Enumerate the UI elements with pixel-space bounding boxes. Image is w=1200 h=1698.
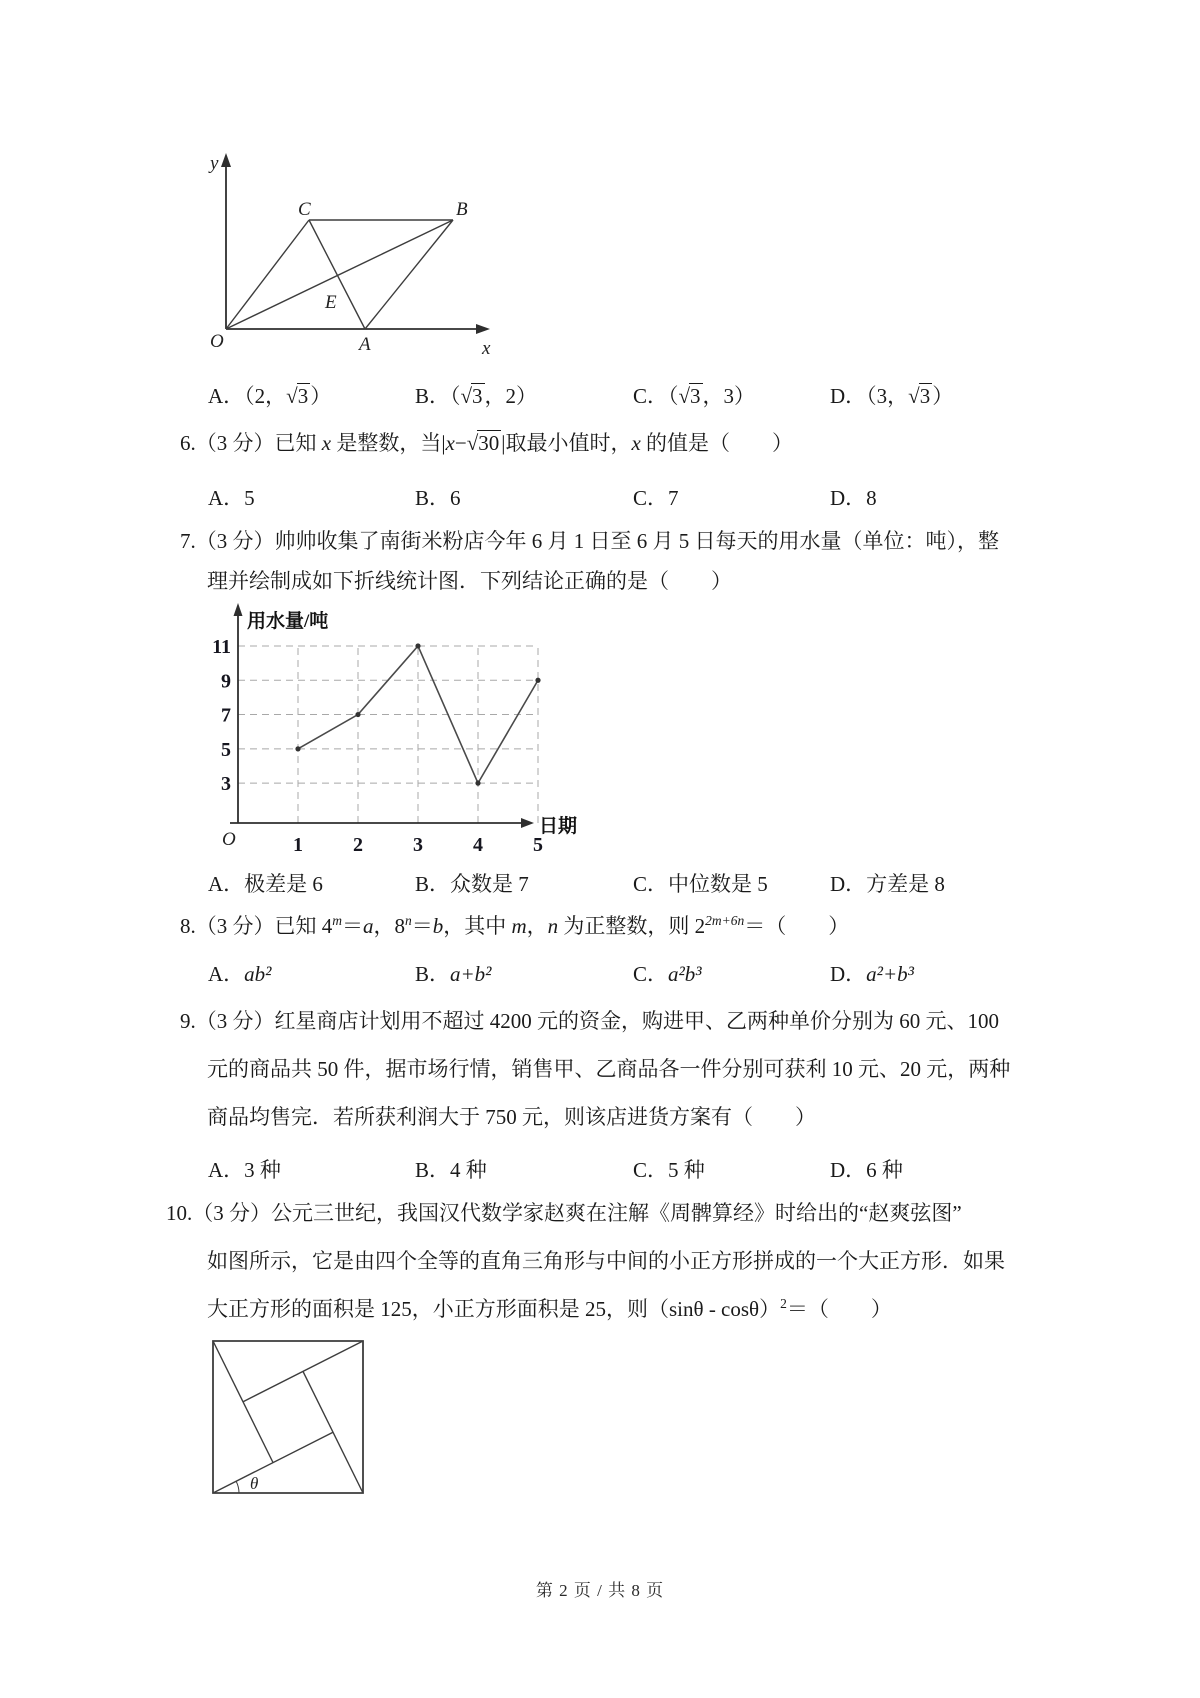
x-axis-arrow-icon: [476, 324, 490, 334]
q9-option-c: C．5 种: [633, 1158, 705, 1182]
q8-option-b: B．a+b²: [415, 962, 492, 986]
chart-x-axis-label: 日期: [539, 816, 578, 837]
chart-y-axis-label: 用水量/吨: [247, 611, 329, 632]
x-tick-label: 1: [293, 834, 303, 856]
segment-CA: [309, 220, 365, 329]
x-tick-label: 3: [413, 834, 423, 856]
y-axis-arrow-icon: [221, 153, 231, 167]
sqrt-expression: √3: [460, 384, 483, 408]
chart-y-axis-arrow-icon: [234, 603, 243, 616]
sqrt-expression: √3: [678, 384, 701, 408]
q8-option-d: D．a²+b³: [830, 962, 914, 986]
label-E: E: [325, 292, 337, 313]
q6-stem: 6.（3 分）已知 x 是整数，当|x−√30|取最小值时，x 的值是（ ）: [180, 431, 794, 455]
q7-option-b: B．众数是 7: [415, 872, 529, 896]
segment-OB: [226, 220, 453, 329]
x-tick-label: 5: [533, 834, 543, 856]
label-B: B: [456, 199, 468, 220]
label-O: O: [210, 331, 224, 352]
q6-option-b: B．6: [415, 486, 461, 510]
y-tick-label: 11: [212, 635, 231, 658]
x-tick-label: 2: [353, 834, 363, 856]
water-usage-line-chart: [200, 596, 610, 860]
q7-option-d: D．方差是 8: [830, 872, 945, 896]
q5-options-row: [0, 380, 1200, 410]
data-point: [535, 678, 540, 683]
triangle-leg-1: [213, 1341, 273, 1463]
label-A: A: [359, 334, 371, 355]
q5-option-d: D．（3，√3）: [830, 384, 954, 408]
y-tick-label: 3: [221, 773, 231, 796]
data-point: [295, 746, 300, 751]
data-point: [415, 643, 420, 648]
sqrt-expression: √3: [908, 384, 931, 408]
q9-stem-line1: 9.（3 分）红星商店计划用不超过 4200 元的资金，购进甲、乙两种单价分别为 60 元、100: [180, 1009, 999, 1033]
data-point: [475, 781, 480, 786]
theta-angle-arc: [236, 1481, 239, 1493]
q8-option-a: A．ab²: [208, 962, 272, 986]
sqrt-expression: √30: [466, 431, 500, 455]
triangle-leg-3: [303, 1371, 363, 1493]
q7-option-a: A．极差是 6: [208, 872, 323, 896]
data-point: [355, 712, 360, 717]
label-y: y: [210, 153, 219, 174]
q8-option-c: C．a²b³: [633, 962, 702, 986]
q10-stem-line2: 如图所示，它是由四个全等的直角三角形与中间的小正方形拼成的一个大正方形．如果: [207, 1249, 1005, 1273]
theta-label: θ: [250, 1474, 259, 1493]
y-tick-label: 7: [221, 704, 231, 727]
label-C: C: [298, 199, 311, 220]
y-tick-label: 9: [221, 670, 231, 693]
y-tick-label: 5: [221, 738, 231, 761]
q7-option-c: C．中位数是 5: [633, 872, 768, 896]
zhao-shuang-chord-diagram: [208, 1336, 368, 1498]
sqrt-expression: √3: [286, 384, 309, 408]
q6-option-a: A．5: [208, 486, 255, 510]
page-footer: 第 2 页 / 共 8 页: [535, 1581, 665, 1600]
parallelogram-figure: [170, 145, 510, 357]
segment-AB: [365, 220, 453, 329]
q7-stem-line2: 理并绘制成如下折线统计图．下列结论正确的是（ ）: [207, 569, 732, 593]
q5-option-a: A．（2，√3）: [208, 384, 332, 408]
chart-x-axis-arrow-icon: [521, 818, 534, 828]
q6-option-c: C．7: [633, 486, 679, 510]
q9-options-row: [0, 1154, 1200, 1184]
chart-origin-label: O: [222, 829, 236, 850]
q9-option-b: B．4 种: [415, 1158, 487, 1182]
q8-stem: 8.（3 分）已知 $4^m=a$，$8^n=b$，其中 m，n 为正整数，则 $2^{2m+6n}=$（ ）: [180, 913, 850, 938]
q8-options-row: [0, 958, 1200, 988]
triangle-leg-4: [213, 1432, 333, 1493]
q10-stem-line3: 大正方形的面积是 125，小正方形面积是 25，则（sinθ - cosθ）$^2$＝（ ）: [207, 1296, 892, 1321]
x-tick-label: 4: [473, 834, 483, 856]
q9-stem-line3: 商品均售完．若所获利润大于 750 元，则该店进货方案有（ ）: [207, 1105, 816, 1129]
q9-option-a: A．3 种: [208, 1158, 281, 1182]
q5-option-b: B．（√3，2）: [415, 384, 538, 408]
triangle-leg-2: [243, 1341, 363, 1402]
segment-OC: [226, 220, 309, 329]
q7-stem-line1: 7.（3 分）帅帅收集了南街米粉店今年 6 月 1 日至 6 月 5 日每天的用水量（单位：吨），整: [180, 529, 999, 553]
q9-stem-line2: 元的商品共 50 件，据市场行情，销售甲、乙商品各一件分别可获利 10 元、20 元，两种: [207, 1057, 1011, 1081]
q9-option-d: D．6 种: [830, 1158, 903, 1182]
q5-option-c: C．（√3，3）: [633, 384, 756, 408]
q7-options-row: [0, 868, 1200, 898]
outer-square: [213, 1341, 363, 1493]
q6-option-d: D．8: [830, 486, 877, 510]
label-x: x: [482, 338, 491, 357]
q6-options-row: [0, 482, 1200, 512]
q10-stem-line1: 10.（3 分）公元三世纪，我国汉代数学家赵爽在注解《周髀算经》时给出的“赵爽弦图”: [166, 1201, 962, 1225]
